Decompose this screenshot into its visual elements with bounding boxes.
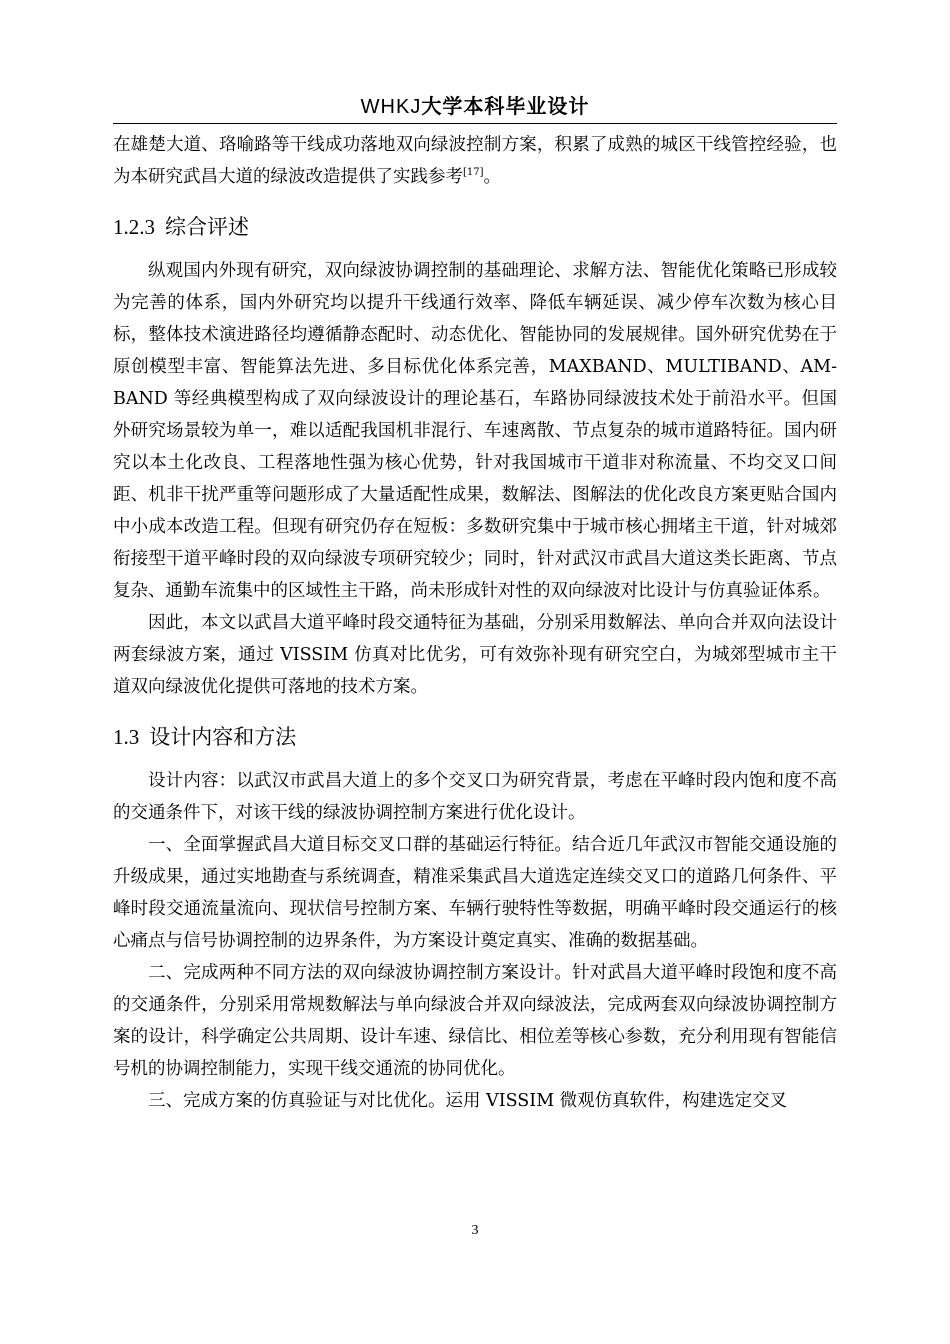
paragraph-conclusion: 因此，本文以武昌大道平峰时段交通特征为基础，分别采用数解法、单向合并双向法设计两套绿波方案，通过 VISSIM 仿真对比优劣，可有效弥补现有研究空白，为城郊型城市主干道双向绿波优化提供可落地的技术方案。 xyxy=(113,613,837,697)
heading-number: 1.3 xyxy=(113,725,140,749)
paragraph-continued xyxy=(113,129,837,193)
paragraph-text: 在雄楚大道、珞喻路等干线成功落地双向绿波控制方案，积累了成熟的城区干线管控经验，也为本研究武昌大道的绿波改造提供了实践参考 xyxy=(113,135,837,187)
reference-mark: [17] xyxy=(463,167,484,179)
paragraph-design-content: 设计内容：以武汉市武昌大道上的多个交叉口为研究背景，考虑在平峰时段内饱和度不高的交通条件下，对该干线的绿波协调控制方案进行优化设计。 xyxy=(113,771,837,823)
header-title: 大学本科毕业设计 xyxy=(421,94,590,118)
header-rule xyxy=(113,123,837,124)
heading-text: 设计内容和方法 xyxy=(149,725,297,749)
page-body xyxy=(113,129,837,1117)
heading-number: 1.2.3 xyxy=(113,215,155,239)
paragraph-review: 纵观国内外现有研究，双向绿波协调控制的基础理论、求解方法、智能优化策略已形成较为完善的体系，国内外研究均以提升干线通行效率、降低车辆延误、减少停车次数为核心目标，整体技术演进路径均遵循静态配时、动态优化、智能协同的发展规律。国外研究优势在于原创模型丰富、智能算法先进、多目标优化体系完善，MAXBAND、MULTIBAND、AM-BAND 等经典模型构成了双向绿波设计的理论基石，车路协同绿波技术处于前沿水平。但国外研究场景较为单一，难以适配我国机非混行、车速离散、节点复杂的城市道路特征。国内研究以本土化改良、工程落地性强为核心优势，针对我国城市干道非对称流量、不均交叉口间距、机非干扰严重等问题形成了大量适配性成果，数解法、图解法的优化改良方案更贴合国内中小成本改造工程。但现有研究仍存在短板：多数研究集中于城市核心拥堵主干道，针对城郊衔接型干道平峰时段的双向绿波专项研究较少；同时，针对武汉市武昌大道这类长距离、节点复杂、通勤车流集中的区域性主干路，尚未形成针对性的双向绿波对比设计与仿真验证体系。 xyxy=(113,261,837,601)
section-heading-1-2-3 xyxy=(113,211,837,243)
section-heading-1-3 xyxy=(113,721,837,753)
paragraph-item-3: 三、完成方案的仿真验证与对比优化。运用 VISSIM 微观仿真软件，构建选定交叉 xyxy=(148,1091,788,1111)
heading-text: 综合评述 xyxy=(165,215,249,239)
header-latin: WHKJ xyxy=(360,96,422,118)
paragraph-item-2: 二、完成两种不同方法的双向绿波协调控制方案设计。针对武昌大道平峰时段饱和度不高的交通条件，分别采用常规数解法与单向绿波合并双向绿波法，完成两套双向绿波协调控制方案的设计，科学确定公共周期、设计车速、绿信比、相位差等核心参数，充分利用现有智能信号机的协调控制能力，实现干线交通流的协同优化。 xyxy=(113,963,837,1079)
page-header xyxy=(113,92,837,121)
paragraph-end: 。 xyxy=(483,167,502,187)
paragraph-item-1: 一、全面掌握武昌大道目标交叉口群的基础运行特征。结合近几年武汉市智能交通设施的升级成果，通过实地勘查与系统调查，精准采集武昌大道选定连续交叉口的道路几何条件、平峰时段交通流量流向、现状信号控制方案、车辆行驶特性等数据，明确平峰时段交通运行的核心痛点与信号协调控制的边界条件，为方案设计奠定真实、准确的数据基础。 xyxy=(113,835,837,951)
page-number: 3 xyxy=(471,1223,479,1238)
